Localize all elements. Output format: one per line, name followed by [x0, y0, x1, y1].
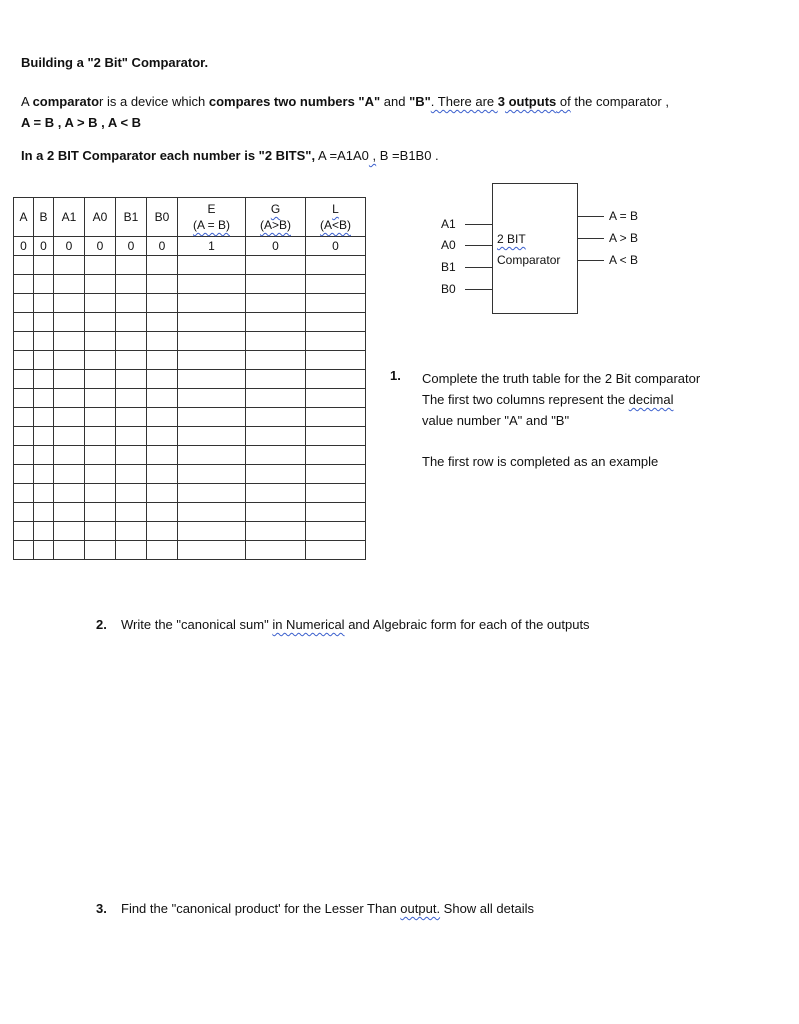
question-1-text [422, 368, 700, 431]
table-cell[interactable] [14, 370, 34, 389]
question-2 [96, 617, 590, 632]
table-cell[interactable] [54, 332, 85, 351]
output-label-gt: A > B [609, 231, 639, 245]
table-cell[interactable] [14, 389, 34, 408]
table-cell[interactable] [246, 427, 306, 446]
table-cell[interactable] [306, 408, 366, 427]
table-cell[interactable] [246, 389, 306, 408]
question-2-text: Write the "canonical sum" [121, 617, 273, 632]
intro-bits-text: B =B1B0 . [376, 148, 439, 163]
table-cell[interactable] [34, 389, 54, 408]
table-cell[interactable] [178, 332, 246, 351]
col-header-b1: B1 [116, 198, 147, 237]
col-header-b0: B0 [147, 198, 178, 237]
question-3-text: output. [400, 901, 441, 916]
table-cell[interactable] [178, 389, 246, 408]
table-cell[interactable]: 0 [116, 237, 147, 256]
table-cell[interactable] [246, 332, 306, 351]
block-label-2bit: 2 BIT [497, 232, 526, 246]
table-cell[interactable] [306, 541, 366, 560]
table-cell[interactable] [178, 275, 246, 294]
table-row [14, 427, 366, 446]
intro-paragraph [21, 91, 781, 133]
table-cell[interactable] [178, 370, 246, 389]
intro-bold-b: "B" [409, 94, 431, 109]
table-row [14, 465, 366, 484]
table-cell[interactable] [246, 484, 306, 503]
table-cell[interactable] [246, 408, 306, 427]
table-cell[interactable] [14, 256, 34, 275]
table-cell[interactable] [116, 408, 147, 427]
table-cell[interactable] [306, 484, 366, 503]
table-cell[interactable] [306, 465, 366, 484]
question-1-line: Complete the truth table for the 2 Bit comparator [422, 371, 701, 386]
output-label-lt: A < B [609, 253, 639, 267]
table-cell[interactable] [54, 427, 85, 446]
table-cell[interactable] [116, 541, 147, 560]
table-cell[interactable]: 0 [14, 237, 34, 256]
table-cell[interactable] [34, 503, 54, 522]
table-cell[interactable] [34, 370, 54, 389]
table-cell[interactable] [54, 484, 85, 503]
table-cell[interactable] [116, 256, 147, 275]
table-cell[interactable] [85, 484, 116, 503]
table-cell[interactable] [147, 275, 178, 294]
table-cell[interactable]: 0 [34, 237, 54, 256]
output-label-eq: A = B [609, 209, 639, 223]
table-cell[interactable]: 0 [306, 237, 366, 256]
table-cell[interactable] [116, 427, 147, 446]
table-cell[interactable] [178, 351, 246, 370]
table-row [14, 275, 366, 294]
table-cell[interactable] [306, 332, 366, 351]
table-cell[interactable]: 1 [178, 237, 246, 256]
table-cell[interactable] [116, 389, 147, 408]
table-cell[interactable] [178, 408, 246, 427]
table-cell[interactable] [14, 408, 34, 427]
table-cell[interactable] [14, 484, 34, 503]
question-2-text: in Numerical [272, 617, 345, 632]
input-label-a0: A0 [441, 238, 456, 252]
intro-text: and [380, 94, 410, 109]
question-2-number: 2. [96, 617, 107, 632]
table-cell[interactable] [85, 256, 116, 275]
input-wire [465, 245, 492, 246]
table-cell[interactable]: 0 [147, 237, 178, 256]
output-wire [577, 238, 604, 239]
table-cell[interactable] [246, 503, 306, 522]
table-cell[interactable] [85, 446, 116, 465]
table-cell[interactable] [54, 446, 85, 465]
col-header-l: L (A<B) [306, 198, 366, 237]
table-cell[interactable] [54, 522, 85, 541]
table-cell[interactable] [306, 275, 366, 294]
table-cell[interactable] [54, 256, 85, 275]
intro-text: A [21, 94, 33, 109]
table-cell[interactable] [178, 484, 246, 503]
table-cell[interactable] [147, 503, 178, 522]
table-cell[interactable] [306, 256, 366, 275]
table-cell[interactable] [85, 332, 116, 351]
table-cell[interactable] [116, 275, 147, 294]
table-cell[interactable] [116, 484, 147, 503]
table-cell[interactable] [14, 332, 34, 351]
table-row [14, 256, 366, 275]
table-cell[interactable] [14, 427, 34, 446]
table-cell[interactable] [147, 427, 178, 446]
table-cell[interactable] [246, 370, 306, 389]
output-wire [577, 216, 604, 217]
input-wire [465, 267, 492, 268]
table-cell[interactable] [246, 294, 306, 313]
table-cell[interactable] [306, 522, 366, 541]
table-cell[interactable] [54, 313, 85, 332]
table-cell[interactable] [85, 522, 116, 541]
table-row [14, 522, 366, 541]
table-cell[interactable] [178, 446, 246, 465]
table-row [14, 294, 366, 313]
table-cell[interactable]: 0 [246, 237, 306, 256]
table-cell[interactable] [14, 351, 34, 370]
table-cell[interactable] [116, 370, 147, 389]
table-cell[interactable] [34, 522, 54, 541]
question-1-number: 1. [390, 368, 401, 383]
block-label-comparator: Comparator [497, 253, 561, 267]
intro-text: the comparator , [570, 94, 669, 109]
col-header-a1: A1 [54, 198, 85, 237]
table-cell[interactable] [54, 465, 85, 484]
table-cell[interactable] [85, 541, 116, 560]
table-cell[interactable] [178, 503, 246, 522]
table-cell[interactable] [246, 351, 306, 370]
table-cell[interactable] [147, 446, 178, 465]
table-cell[interactable] [116, 313, 147, 332]
table-cell[interactable] [116, 522, 147, 541]
intro-bits-text: , [368, 148, 377, 163]
question-1-line: value number "A" and "B" [422, 413, 570, 428]
table-cell[interactable] [178, 522, 246, 541]
table-cell[interactable] [116, 351, 147, 370]
truth-table-header-row [14, 198, 366, 237]
input-wire [465, 289, 492, 290]
table-cell[interactable]: 0 [85, 237, 116, 256]
table-cell[interactable] [14, 446, 34, 465]
table-cell[interactable] [34, 465, 54, 484]
table-cell[interactable] [85, 389, 116, 408]
truth-table [13, 197, 366, 560]
question-1-example-note: The first row is completed as an example [422, 454, 659, 469]
col-header-g: G (A>B) [246, 198, 306, 237]
table-row [14, 446, 366, 465]
table-cell[interactable] [147, 370, 178, 389]
comparator-block [492, 183, 578, 314]
intro-bold-outputs: outputs [504, 94, 557, 109]
table-cell[interactable] [54, 389, 85, 408]
table-cell[interactable] [85, 313, 116, 332]
table-row [14, 351, 366, 370]
table-row [14, 237, 366, 256]
table-cell[interactable] [178, 465, 246, 484]
table-cell[interactable] [147, 351, 178, 370]
table-cell[interactable] [116, 294, 147, 313]
intro-bits-line [21, 148, 439, 163]
table-cell[interactable] [85, 465, 116, 484]
table-cell[interactable] [34, 313, 54, 332]
table-cell[interactable] [178, 256, 246, 275]
input-label-b1: B1 [441, 260, 456, 274]
table-cell[interactable] [246, 541, 306, 560]
table-cell[interactable] [34, 484, 54, 503]
question-2-text: and Algebraic form for each of the outputs [344, 617, 590, 632]
table-cell[interactable] [178, 313, 246, 332]
table-row [14, 370, 366, 389]
intro-bold-3: 3 [497, 94, 505, 109]
table-cell[interactable] [178, 294, 246, 313]
intro-outputs-list: A = B , A > B , A < B [21, 115, 142, 130]
table-cell[interactable] [147, 484, 178, 503]
table-cell[interactable] [306, 313, 366, 332]
table-cell[interactable] [147, 389, 178, 408]
table-cell[interactable] [85, 408, 116, 427]
table-cell[interactable] [246, 446, 306, 465]
table-cell[interactable] [246, 313, 306, 332]
intro-bold-compares: compares two numbers "A" [208, 94, 381, 109]
table-cell[interactable] [14, 313, 34, 332]
table-cell[interactable] [34, 294, 54, 313]
table-cell[interactable] [147, 541, 178, 560]
table-cell[interactable] [147, 522, 178, 541]
question-3-text: Show all details [440, 901, 535, 916]
question-3 [96, 901, 534, 916]
table-cell[interactable] [85, 503, 116, 522]
table-cell[interactable]: 0 [54, 237, 85, 256]
table-cell[interactable] [147, 256, 178, 275]
table-cell[interactable] [34, 275, 54, 294]
table-cell[interactable] [14, 522, 34, 541]
table-cell[interactable] [306, 351, 366, 370]
table-row [14, 484, 366, 503]
table-cell[interactable] [178, 427, 246, 446]
table-cell[interactable] [85, 427, 116, 446]
table-cell[interactable] [14, 503, 34, 522]
table-cell[interactable] [178, 541, 246, 560]
table-cell[interactable] [54, 370, 85, 389]
intro-text: r is a device which [99, 94, 209, 109]
table-cell[interactable] [246, 275, 306, 294]
intro-text: of [556, 94, 571, 109]
table-row [14, 313, 366, 332]
table-row [14, 389, 366, 408]
table-cell[interactable] [14, 294, 34, 313]
input-wire [465, 224, 492, 225]
table-cell[interactable] [306, 294, 366, 313]
table-cell[interactable] [147, 294, 178, 313]
question-3-number: 3. [96, 901, 107, 916]
table-cell[interactable] [116, 503, 147, 522]
intro-bits-text: A =A1A0 [315, 148, 369, 163]
table-cell[interactable] [147, 465, 178, 484]
table-cell[interactable] [147, 332, 178, 351]
question-3-text: Find the "canonical product' for the Lesser Than [121, 901, 401, 916]
table-cell[interactable] [34, 541, 54, 560]
table-cell[interactable] [147, 408, 178, 427]
table-cell[interactable] [306, 370, 366, 389]
table-cell[interactable] [34, 256, 54, 275]
table-row [14, 541, 366, 560]
table-cell[interactable] [34, 351, 54, 370]
col-header-a0: A0 [85, 198, 116, 237]
table-cell[interactable] [14, 275, 34, 294]
table-cell[interactable] [116, 465, 147, 484]
table-cell[interactable] [306, 503, 366, 522]
output-wire [577, 260, 604, 261]
table-cell[interactable] [34, 427, 54, 446]
table-cell[interactable] [246, 522, 306, 541]
table-cell[interactable] [116, 446, 147, 465]
table-cell[interactable] [306, 446, 366, 465]
input-label-b0: B0 [441, 282, 456, 296]
page-title: Building a "2 Bit" Comparator. [21, 55, 209, 70]
table-cell[interactable] [85, 370, 116, 389]
col-header-e: E (A = B) [178, 198, 246, 237]
intro-text: . There are [430, 94, 498, 109]
question-1-line: decimal [628, 392, 674, 407]
table-cell[interactable] [306, 427, 366, 446]
table-cell[interactable] [54, 351, 85, 370]
table-cell[interactable] [14, 541, 34, 560]
table-cell[interactable] [54, 294, 85, 313]
table-row [14, 332, 366, 351]
intro-bold-comparator: comparato [32, 94, 100, 109]
table-cell[interactable] [34, 332, 54, 351]
table-cell[interactable] [306, 389, 366, 408]
table-row [14, 503, 366, 522]
question-1-line: The first two columns represent the [422, 392, 629, 407]
table-cell[interactable] [85, 294, 116, 313]
table-cell[interactable] [34, 408, 54, 427]
table-cell[interactable] [246, 465, 306, 484]
table-cell[interactable] [34, 446, 54, 465]
table-cell[interactable] [85, 351, 116, 370]
input-label-a1: A1 [441, 217, 456, 231]
col-header-b: B [34, 198, 54, 237]
col-header-a: A [14, 198, 34, 237]
table-cell[interactable] [54, 408, 85, 427]
table-cell[interactable] [54, 275, 85, 294]
table-cell[interactable] [85, 275, 116, 294]
table-cell[interactable] [246, 256, 306, 275]
table-cell[interactable] [116, 332, 147, 351]
table-cell[interactable] [54, 541, 85, 560]
table-cell[interactable] [54, 503, 85, 522]
table-cell[interactable] [14, 465, 34, 484]
table-row [14, 408, 366, 427]
intro-bits-bold: In a 2 BIT Comparator each number is "2 BITS", [21, 148, 316, 163]
table-cell[interactable] [147, 313, 178, 332]
